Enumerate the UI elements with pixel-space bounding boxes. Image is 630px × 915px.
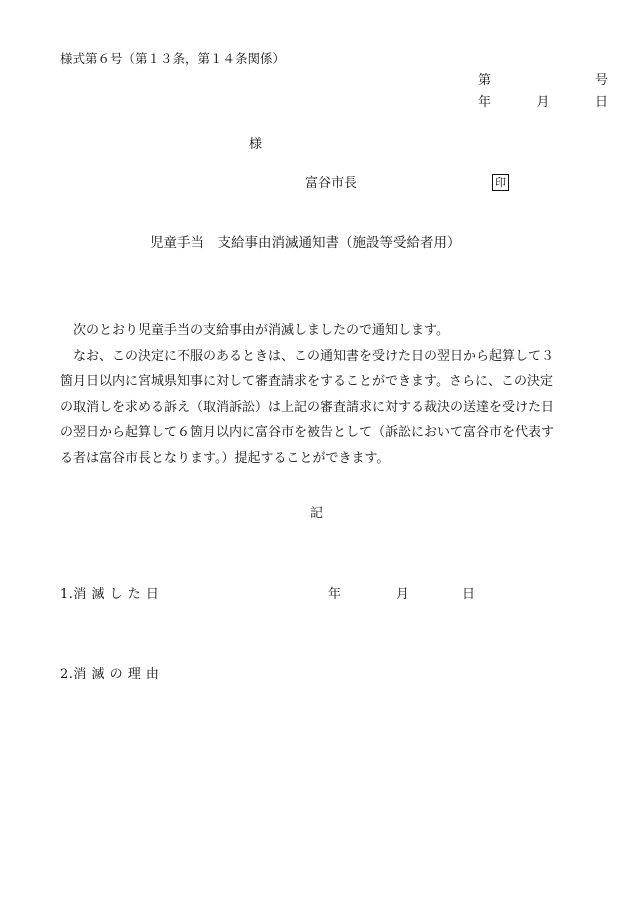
- body-line: なお、この決定に不服のあるときは、この通知書を受けた日の翌日から起算して３: [60, 348, 555, 364]
- issue-date: [478, 96, 608, 109]
- item1-month: 月: [396, 587, 410, 602]
- item2-label: 2.消 滅 の 理 由: [60, 667, 160, 682]
- document-number: [478, 74, 608, 87]
- doc-no-suffix: 号: [594, 73, 608, 88]
- ki-heading: 記: [310, 506, 324, 521]
- issuer-name: 富谷市長: [305, 176, 358, 191]
- form-number: 様式第６号（第１３条，第１４条関係）: [60, 51, 286, 66]
- date-month: 月: [536, 95, 550, 110]
- body-line: の翌日から起算して６箇月以内に富谷市を被告として（訴訟において富谷市を代表す: [60, 425, 555, 440]
- body-line: 箇月日以内に宮城県知事に対して審査請求をすることができます。さらに、この決定: [60, 374, 553, 389]
- seal-mark: 印: [492, 174, 509, 191]
- date-year: 年: [478, 95, 492, 110]
- item1-year: 年: [328, 587, 342, 602]
- notice-body: [60, 318, 580, 471]
- body-line: る者は富谷市長となります。）提起することができます。: [60, 450, 390, 466]
- item1-day: 日: [462, 587, 476, 602]
- item1-label: 1.消 滅 し た 日: [60, 587, 160, 602]
- body-line: の取消しを求める訴え（取消訴訟）は上記の審査請求に対する裁決の送達を受けた日: [60, 399, 555, 415]
- doc-no-prefix: 第: [478, 73, 492, 88]
- addressee-honorific: 様: [249, 137, 263, 152]
- document-title: 児童手当 支給事由消滅通知書（施設等受給者用）: [150, 235, 461, 251]
- body-line: 次のとおり児童手当の支給事由が消滅しましたので通知します。: [60, 323, 449, 338]
- date-day: 日: [594, 95, 608, 110]
